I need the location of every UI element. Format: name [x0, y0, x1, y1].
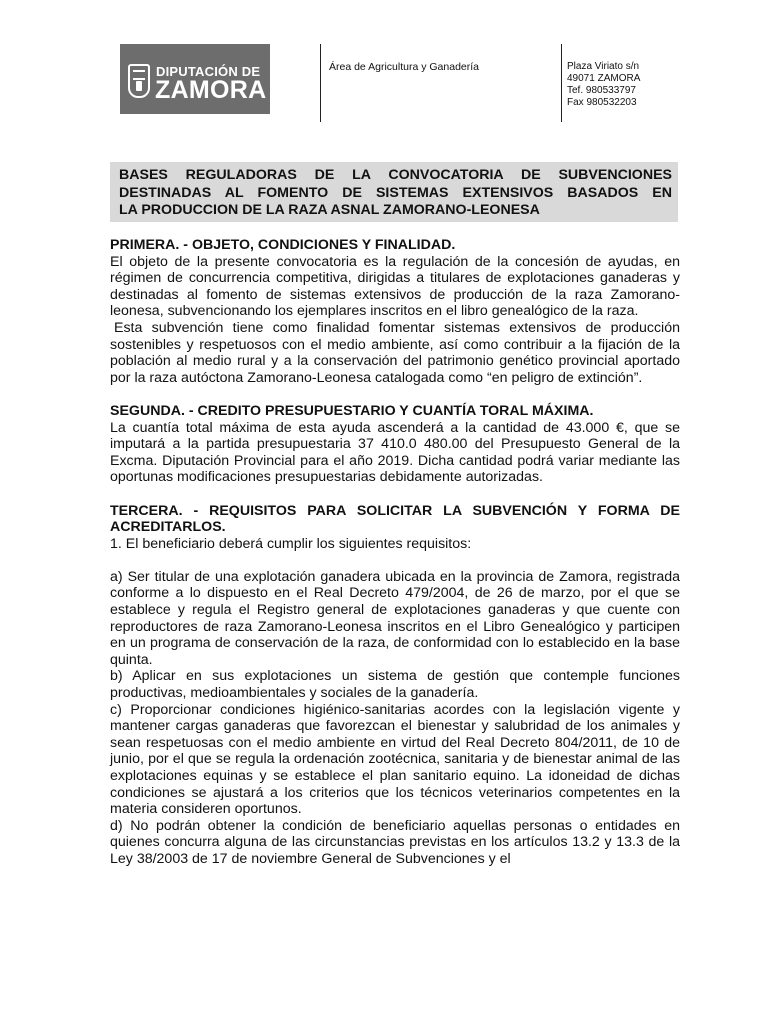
section-heading-tercera: TERCERA. - REQUISITOS PARA SOLICITAR LA SUBVENCIÓN Y FORMA DE: [110, 502, 680, 519]
address-line: 49071 ZAMORA: [567, 73, 641, 84]
title-line-2: DESTINADAS AL FOMENTO DE SISTEMAS EXTENSIVOS BASADOS EN: [119, 184, 672, 201]
document-title-box: [110, 162, 678, 222]
requirement-d: d) No podrán obtener la condición de beneficiario aquellas personas o entidades en quienes concurra alguna de las circunstancias previstas en los artículos 13.2 y 13.3 de la Ley 38/2003 de 17 de noviembre General de Subvenciones y el: [110, 817, 680, 867]
contact-address: [567, 61, 640, 109]
paragraph: 1. El beneficiario deberá cumplir los siguientes requisitos:: [110, 535, 472, 552]
department-name: Área de Agricultura y Ganadería: [329, 61, 480, 73]
header-divider-left: [320, 44, 321, 122]
section-heading-segunda: SEGUNDA. - CREDITO PRESUPUESTARIO Y CUANTÍA TORAL MÁXIMA.: [110, 402, 594, 419]
spacer: [110, 386, 680, 403]
logo-line-2: ZAMORA: [155, 76, 267, 104]
requirement-c: c) Proporcionar condiciones higiénico-sanitarias acordes con la legislación vigente y mantener cargas ganaderas que favorezcan el bienestar y salubridad de los animales y sean respetuosas con el medio ambiente en virtud del Real Decreto 804/2011, de 10 de junio, por el que se regula la ordenación zootécnica, sanitaria y de bienestar animal de las explotaciones equinas y se establece el plan sanitario equino. La idoneidad de dichas condiciones se ajustará a los criterios que los técnicos veterinarios competentes en la materia consideren oportunos.: [110, 701, 680, 818]
requirement-a: a) Ser titular de una explotación ganadera ubicada en la provincia de Zamora, registrada conforme a lo dispuesto en el Real Decreto 479/2004, de 26 de marzo, por el que se establece y regula el Registro general de explotaciones ganaderas y que cuente con reproductores de raza Zamorano-Leonesa inscritos en el Libro Genealógico y participen en un programa de conservación de la raza, de conformidad con lo establecido en la base quinta.: [110, 568, 680, 668]
logo-line-1: DIPUTACIÓN DE: [156, 64, 261, 79]
requirement-b: b) Aplicar en sus explotaciones un sistema de gestión que contemple funciones productivas, medioambientales y sociales de la ganadería.: [110, 668, 680, 702]
section-heading-tercera-cont: ACREDITARLOS.: [110, 519, 226, 536]
paragraph: El objeto de la presente convocatoria es la regulación de la concesión de ayudas, en régimen de concurrencia competitiva, dirigidas a titulares de explotaciones ganaderas y destinadas al fomento de sistemas extensivos de producción de la raza Zamorano-leonesa, subvencionando los ejemplares inscritos en el libro genealógico de la raza.: [110, 253, 680, 320]
section-heading-primera: PRIMERA. - OBJETO, CONDICIONES Y FINALIDAD.: [110, 237, 456, 253]
paragraph: La cuantía total máxima de esta ayuda ascenderá a la cantidad de 43.000 €, que se imputará a la partida presupuestaria 37 410.0 480.00 del Presupuesto General de la Excma. Diputación Provincial para el año 2019. Dicha cantidad podrá variar mediante las oportunas modificaciones presupuestarias debidamente autorizadas.: [110, 419, 680, 486]
phone-line: Tef. 980533797: [567, 85, 636, 96]
address-line: Plaza Viriato s/n: [567, 61, 640, 72]
title-line-3: LA PRODUCCION DE LA RAZA ASNAL ZAMORANO-LEONESA: [119, 202, 540, 218]
fax-line: Fax 980532203: [567, 97, 637, 108]
spacer: [110, 552, 680, 569]
spacer: [110, 486, 680, 503]
paragraph: Esta subvención tiene como finalidad fomentar sistemas extensivos de producción sostenibles y respetuosos con el medio ambiente, así como contribuir a la fijación de la población al medio rural y a la conservación del patrimonio genético provincial aportado por la raza autóctona Zamorano-Leonesa catalogada como “en peligro de extinción”.: [110, 319, 680, 386]
coat-of-arms-icon: [128, 64, 150, 98]
document-body: [110, 237, 680, 868]
diputacion-zamora-logo: [120, 44, 270, 114]
header-divider-right: [561, 44, 562, 122]
title-line-1: BASES REGULADORAS DE LA CONVOCATORIA DE SUBVENCIONES: [119, 167, 672, 183]
